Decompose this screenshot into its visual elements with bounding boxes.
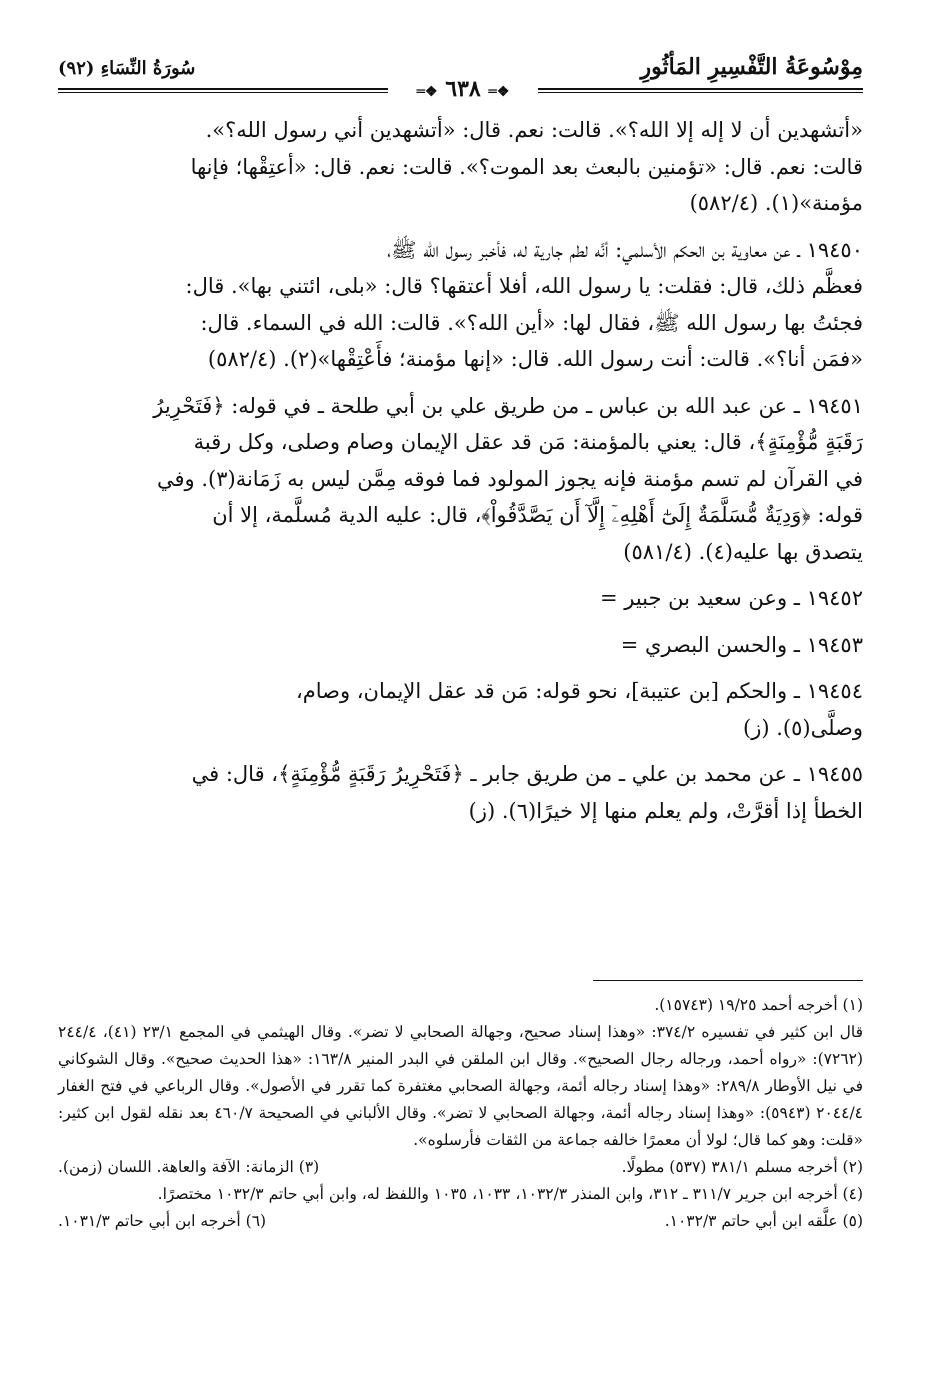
ornament-icon: ❖═ (488, 84, 510, 100)
footnote-detail: قال ابن كثير في تفسيره ٣٧٤/٢: «وهذا إسناد صحيح، وجهالة الصحابي لا تضر». وقال الهيثمي في المجمع ٢٣/١ (٤١)، ٢٤٤/٤ (٧٢٦٢): «رواه أحمد، ورجاله رجال الصحيح». وقال ابن الملقن في البدر المنير ١٦٣/٨: «هذا الحديث صحيح». وقال الشوكاني في نيل الأوطار ٢٨٩/٨: «وهذا إسناد رجاله أئمة، وجهالة الصحابي مغتفرة كما تقرر في الأصول». وقال الرباعي في فتح الغفار ٢٠٤٤/٤ (٥٩٤٣): «وهذا إسناد رجاله أئمة، وجهالة الصحابي لا تضر». وقال الألباني في الصحيحة ٤٦٠/٧ بعد نقله لقول ابن كثير: «قلت: وهو كما قال؛ لولا أن معمرًا خالفه جماعة من الثقات فأرسلوه». (58, 1023, 864, 1149)
text-line: «أتشهدين أن لا إله إلا الله؟». قالت: نعم. قال: «أتشهدين أني رسول الله؟». (205, 118, 863, 142)
text-line: في القرآن لم تسم مؤمنة فإنه يجوز المولود فما فوقه مِمَّن ليس به زَمَانة(٣). وفي (157, 466, 863, 491)
page-number-box (388, 76, 538, 102)
footnote: (٤) أخرجه ابن جرير ٣١١/٧ ـ ٣١٢، وابن المنذر ١٠٣٢/٣، ١٠٣٣، ١٠٣٥ واللفظ له، وابن أبي حاتم ١٠٣٢/٣ مختصرًا. (157, 1185, 863, 1203)
paragraph (58, 580, 863, 617)
text-line: وصلَّى(٥). (ز) (743, 715, 863, 740)
book-page (58, 40, 863, 1360)
footnote: (١) أخرجه أحمد ١٩/٢٥ (١٥٧٤٣). (654, 996, 863, 1014)
text-line: ١٩٤٥٢ ـ وعن سعيد بن جبير = (599, 586, 863, 610)
book-title: مِوْسُوعَةُ التَّفْسِيرِ المَأثُورِ (640, 54, 863, 80)
paragraph (58, 232, 863, 378)
footnote: (٢) أخرجه مسلم ٣٨١/١ (٥٣٧) مطولًا. (621, 1158, 863, 1176)
text-line: ١٩٤٥٠ ـ عن معاوية بن الحكم الأسلمي: أنَّه لطم جارية له، فأخبر رسول الله ﷺ، (387, 237, 863, 262)
footnote: (٥) علَّقه ابن أبي حاتم ١٠٣٢/٣. (664, 1212, 863, 1230)
text-line: يتصدق بها عليه(٤). (٥٨١/٤) (623, 539, 863, 564)
paragraph (58, 112, 863, 222)
sura-label: سُورَةُ النِّسَاءِ (٩٢) (58, 58, 196, 79)
main-text (58, 112, 863, 839)
footnote: (٣) الزمانة: الآفة والعاهة. اللسان (زمن). (58, 1158, 320, 1176)
footnote-divider (593, 980, 863, 981)
text-line: الخطأ إذا أقرَّتْ، ولم يعلم منها إلا خيرًا(٦). (ز) (468, 798, 863, 823)
text-line: ١٩٤٥١ ـ عن عبد الله بن عباس ـ من طريق علي بن أبي طلحة ـ في قوله: ﴿فَتَحْرِيرُ (153, 393, 863, 418)
page-number: ٦٣٨ (445, 76, 481, 102)
text-line: ١٩٤٥٤ ـ والحكم [بن عتيبة]، نحو قوله: مَن قد عقل الإيمان، وصام، (295, 679, 863, 703)
text-line: فجئتُ بها رسول الله ﷺ، فقال لها: «أين الله؟». قالت: الله في السماء. قال: (200, 310, 863, 335)
text-line: قوله: ﴿وَدِيَةٌ مُّسَلَّمَةٌ إِلَىٰٓ أَهْلِهِۦٓ إِلَّآ أَن يَصَّدَّقُواْ﴾، قال: عليه الدية مُسلَّمة، إلا أن (212, 503, 863, 527)
footnote: (٦) أخرجه ابن أبي حاتم ١٠٣١/٣. (58, 1212, 267, 1230)
paragraph (58, 388, 863, 571)
text-line: مؤمنة»(١). (٥٨٢/٤) (689, 191, 863, 215)
ornament-icon: ❖═ (416, 84, 438, 100)
footnote-row (58, 1154, 863, 1181)
text-line: فعظَّم ذلك، قال: فقلت: يا رسول الله، أفلا أعتقها؟ قال: «بلى، ائتني بها». قال: (185, 274, 863, 298)
text-line: قالت: نعم. قال: «تؤمنين بالبعث بعد الموت؟». قالت: نعم. قال: «أعتِقْها؛ فإنها (190, 154, 863, 179)
text-line: ١٩٤٥٥ ـ عن محمد بن علي ـ من طريق جابر ـ ﴿فَتَحْرِيرُ رَقَبَةٍ مُّؤْمِنَةٍ﴾، قال: في (191, 762, 863, 786)
text-line: ١٩٤٥٣ ـ والحسن البصري = (620, 632, 863, 657)
text-line: «فمَن أنا؟». قالت: أنت رسول الله. قال: «إنها مؤمنة؛ فأَعْتِقْها»(٢). (٥٨٢/٤) (207, 347, 863, 371)
paragraph (58, 756, 863, 829)
text-line: رَقَبَةٍ مُّؤْمِنَةٍ﴾، قال: يعني بالمؤمنة: مَن قد عقل الإيمان وصام وصلى، وكل رقبة (193, 430, 863, 454)
footnotes (58, 992, 863, 1235)
paragraph (58, 673, 863, 746)
paragraph (58, 627, 863, 664)
footnote-row (58, 1208, 863, 1235)
page-header (58, 50, 863, 102)
